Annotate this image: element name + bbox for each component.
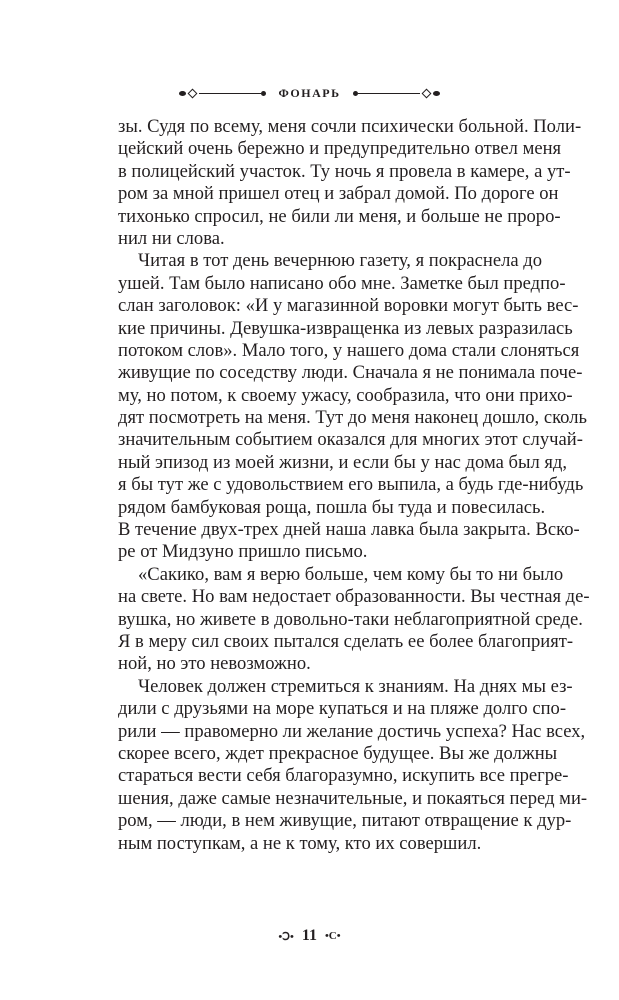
text-line: цейский очень бережно и предупредительно отвел меня — [118, 138, 562, 160]
text-line: тихонько спросил, не били ли меня, и больше не проро- — [118, 205, 561, 227]
text-line: Человек должен стремиться к знаниям. На днях мы ез- — [138, 675, 573, 697]
text-line: Я в меру сил своих пытался сделать ее более благоприят- — [118, 630, 574, 652]
paragraph — [118, 250, 587, 563]
text-line: ной, но это невозможно. — [118, 653, 311, 675]
running-head — [0, 82, 619, 104]
text-line: зы. Судя по всему, меня сочли психически больной. Поли- — [118, 116, 582, 137]
text-line: ным поступкам, а не к тому, кто их совершил. — [118, 832, 482, 854]
text-line: шения, даже самые незначительные, и покаяться перед ми- — [118, 787, 588, 809]
text-line: значительным событием оказался для многих этот случай- — [118, 429, 583, 451]
text-line: кие причины. Девушка-извращенка из левых разразилась — [118, 317, 573, 339]
page-footer — [0, 927, 619, 945]
text-line: вушка, но живете в довольно-таки неблагоприятной среде. — [118, 608, 583, 630]
text-line: ром за мной пришел отец и забрал домой. По дороге он — [118, 183, 559, 205]
text-line: на свете. Но вам недостает образованности. Вы честная де- — [118, 586, 590, 608]
running-head-title: ФОНАРЬ — [278, 85, 341, 100]
right-folio-ornament-icon: •C• — [324, 930, 341, 942]
text-line: дили с друзьями на море купаться и на пляже долго спо- — [118, 698, 567, 720]
text-line: му, но потом, к своему ужасу, сообразила, что они прихо- — [118, 384, 573, 406]
page-number: 11 — [301, 927, 317, 944]
text-line: «Сакико, вам я верю больше, чем кому бы то ни было — [138, 563, 564, 585]
text-line: ушей. Там было написано обо мне. Заметке был предпо- — [118, 272, 566, 294]
text-line: живущие по соседству люди. Сначала я не понимала поче- — [118, 362, 583, 384]
text-line: слан заголовок: «И у магазинной воровки могут быть вес- — [118, 295, 579, 317]
text-line: я бы тут же с удовольствием его выпила, а будь где-нибудь — [118, 474, 584, 496]
text-line: потоком слов». Мало того, у нашего дома стали слоняться — [118, 339, 580, 361]
text-line: рили — правомерно ли желание достичь успеха? Нас всех, — [118, 720, 586, 742]
left-ornament-icon — [179, 90, 266, 97]
text-line: скорее всего, ждет прекрасное будущее. Вы же должны — [118, 742, 558, 764]
right-ornament-icon — [353, 90, 440, 97]
text-line: дят посмотреть на меня. Тут до меня наконец дошло, сколь — [118, 407, 587, 429]
paragraph — [118, 116, 582, 250]
left-folio-ornament-icon: •Ↄ• — [278, 930, 294, 943]
text-line: стараться вести себя благоразумно, искупить все прегре- — [118, 765, 569, 787]
paragraph — [118, 675, 588, 855]
text-line: нил ни слова. — [118, 227, 225, 249]
text-line: ром, — люди, в нем живущие, питают отвращение к дур- — [118, 810, 572, 832]
text-line: рядом бамбуковая роща, пошла бы туда и повесилась. — [118, 496, 546, 518]
text-line: В течение двух-трех дней наша лавка была закрыта. Вско- — [118, 519, 580, 541]
text-line: ре от Мидзуно пришло письмо. — [118, 541, 368, 563]
paragraph — [118, 563, 590, 676]
text-line: Читая в тот день вечернюю газету, я покраснела до — [138, 250, 543, 272]
text-line: в полицейский участок. Ту ночь я провела в камере, а ут- — [118, 160, 571, 182]
body-text — [118, 116, 590, 855]
text-line: ный эпизод из моей жизни, и если бы у нас дома был яд, — [118, 451, 568, 473]
